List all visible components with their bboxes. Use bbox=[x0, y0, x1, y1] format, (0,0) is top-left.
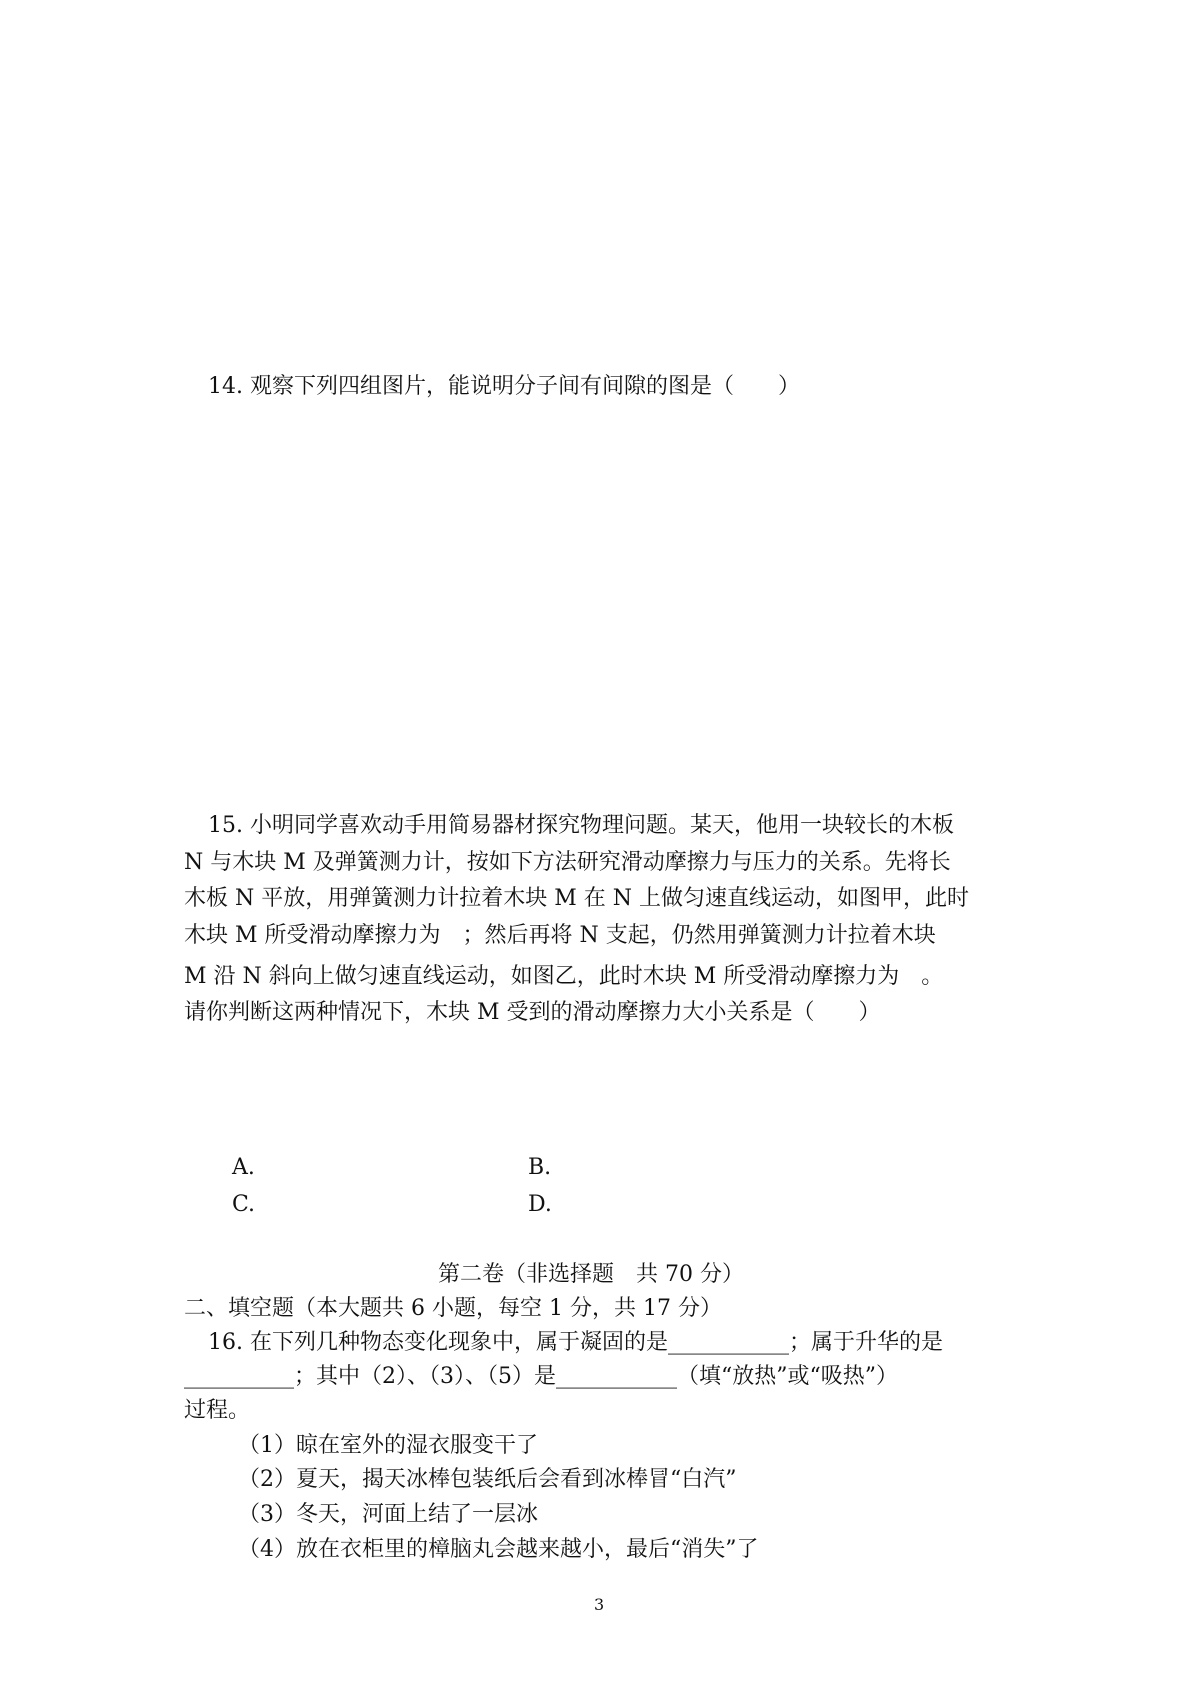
question-16-item-3: （3）冬天，河面上结了一层冰 bbox=[238, 1502, 538, 1527]
page-number: 3 bbox=[594, 1595, 605, 1614]
question-16-line-1: 16. 在下列几种物态变化现象中，属于凝固的是___________；属于升华的是 bbox=[208, 1330, 943, 1355]
option-b: B. bbox=[528, 1155, 552, 1180]
question-16-line-2: __________；其中（2）、（3）、（5）是___________（填“放热”或“吸热”） bbox=[184, 1364, 898, 1389]
question-15-line-2: N 与木块 M 及弹簧测力计，按如下方法研究滑动摩擦力与压力的关系。先将长 bbox=[184, 850, 951, 875]
question-16-item-1: （1）晾在室外的湿衣服变干了 bbox=[238, 1433, 538, 1458]
question-16-line-3: 过程。 bbox=[184, 1398, 251, 1423]
question-15-line-6: 请你判断这两种情况下，木块 M 受到的滑动摩擦力大小关系是（ ） bbox=[184, 1000, 881, 1025]
question-14-text: 14. 观察下列四组图片，能说明分子间有间隙的图是（ ） bbox=[208, 374, 800, 399]
question-15-line-1: 15. 小明同学喜欢动手用简易器材探究物理问题。某天，他用一块较长的木板 bbox=[208, 813, 954, 838]
question-15-line-3: 木板 N 平放，用弹簧测力计拉着木块 M 在 N 上做匀速直线运动，如图甲，此时 bbox=[184, 886, 969, 911]
question-15-line-4: 木块 M 所受滑动摩擦力为 ；然后再将 N 支起，仍然用弹簧测力计拉着木块 bbox=[184, 923, 936, 948]
section-2-title: 第二卷（非选择题 共 70 分） bbox=[438, 1262, 744, 1287]
option-c: C. bbox=[232, 1192, 256, 1217]
fill-in-heading: 二、填空题（本大题共 6 小题，每空 1 分，共 17 分） bbox=[184, 1296, 722, 1321]
option-a: A. bbox=[232, 1155, 255, 1180]
question-15-line-5: M 沿 N 斜向上做匀速直线运动，如图乙，此时木块 M 所受滑动摩擦力为 。 bbox=[184, 964, 944, 989]
question-16-item-4: （4）放在衣柜里的樟脑丸会越来越小，最后“消失”了 bbox=[238, 1537, 759, 1562]
option-d: D. bbox=[528, 1192, 552, 1217]
question-16-item-2: （2）夏天，揭天冰棒包装纸后会看到冰棒冒“白汽” bbox=[238, 1467, 737, 1492]
